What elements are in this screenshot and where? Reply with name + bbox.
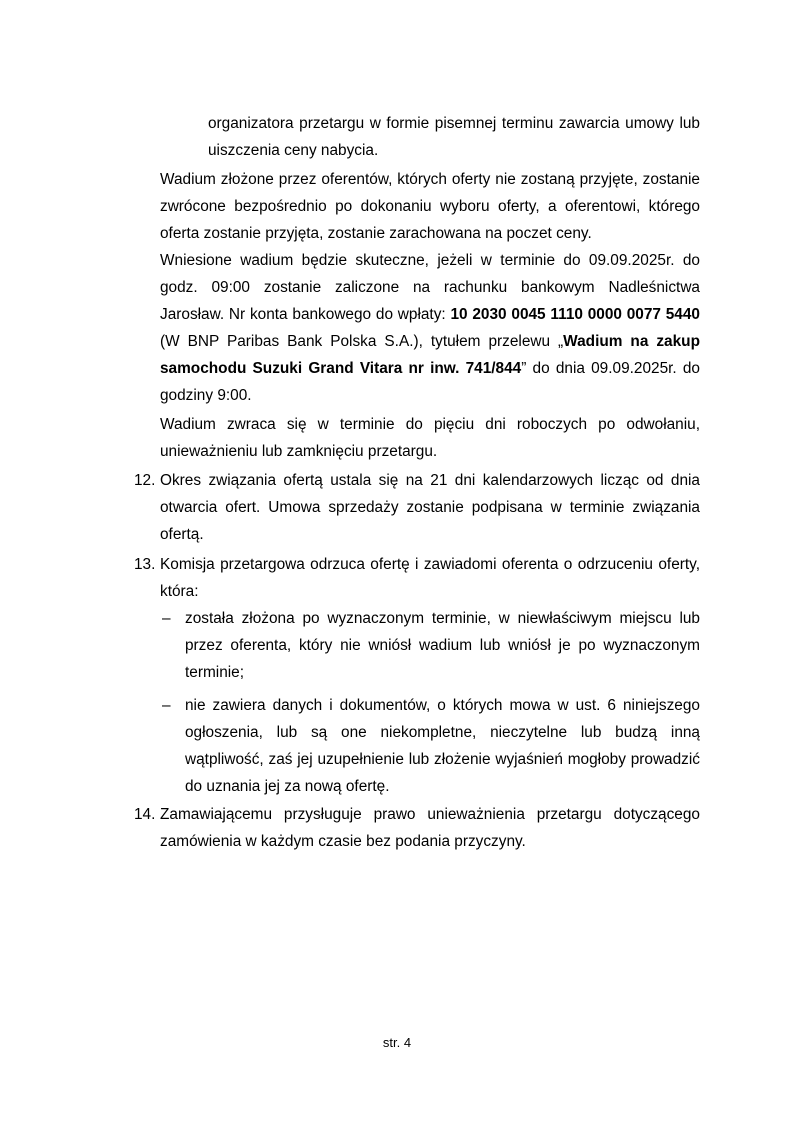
page-number: str. 4 — [382, 1035, 412, 1050]
item-text: Zamawiającemu przysługuje prawo unieważnienia przetargu dotyczącego zamówienia w każdym czasie bez podania przyczyny. — [160, 806, 700, 850]
transfer-title: Wadium na zakup samochodu Suzuki Grand Vitara nr inw. 741/844 — [160, 333, 700, 377]
dash-bullet: – — [162, 610, 171, 627]
refund-paragraph: Wadium złożone przez oferentów, których oferty nie zostaną przyjęte, zostanie zwrócone bezpośrednio po dokonaniu wyboru oferty, a oferentowi, którego oferta zostanie przyjęta, zostanie zarachowana na poczet ceny. — [160, 171, 700, 242]
payment-text-2: (W BNP Paribas Bank Polska S.A.), tytułem przelewu „ — [160, 333, 564, 350]
item-number: 14. — [134, 806, 156, 823]
return-paragraph: Wadium zwraca się w terminie do pięciu dni roboczych po odwołaniu, unieważnieniu lub zamknięciu przetargu. — [160, 416, 700, 460]
subitem-text: nie zawiera danych i dokumentów, o których mowa w ust. 6 niniejszego ogłoszenia, lub są one niekompletne, nieczytelne lub budzą inną wątpliwość, zaś jej uzupełnienie lub złożenie wyjaśnień mogłoby prowadzić do uznania jej za nową ofertę. — [185, 697, 700, 795]
payment-text-1: Wniesione wadium będzie skuteczne, jeżeli w terminie do 09.09.2025r. do godz. 09:00 zostanie zaliczone na rachunku bankowym Nadleśnictwa Jarosław. Nr konta bankowego do wpłaty: — [160, 252, 700, 323]
subitem-text: została złożona po wyznaczonym terminie, w niewłaściwym miejscu lub przez oferenta, który nie wniósł wadium lub wniósł je po wyznaczonym terminie; — [185, 610, 700, 681]
payment-text-3: ” do dnia 09.09.2025r. do godziny 9:00. — [160, 360, 700, 404]
bank-account-number: 10 2030 0045 1110 0000 0077 5440 — [450, 306, 700, 323]
payment-paragraph — [160, 247, 700, 409]
item-text: Okres związania ofertą ustala się na 21 dni kalendarzowych licząc od dnia otwarcia ofert. Umowa sprzedaży zostanie podpisana w terminie związania ofertą. — [160, 472, 700, 543]
dash-bullet: – — [162, 697, 171, 714]
item-text: Komisja przetargowa odrzuca ofertę i zawiadomi oferenta o odrzuceniu oferty, która: — [160, 556, 700, 600]
continuation-paragraph: organizatora przetargu w formie pisemnej terminu zawarcia umowy lub uiszczenia ceny nabycia. — [208, 115, 700, 159]
item-number: 12. — [134, 472, 156, 489]
item-number: 13. — [134, 556, 156, 573]
